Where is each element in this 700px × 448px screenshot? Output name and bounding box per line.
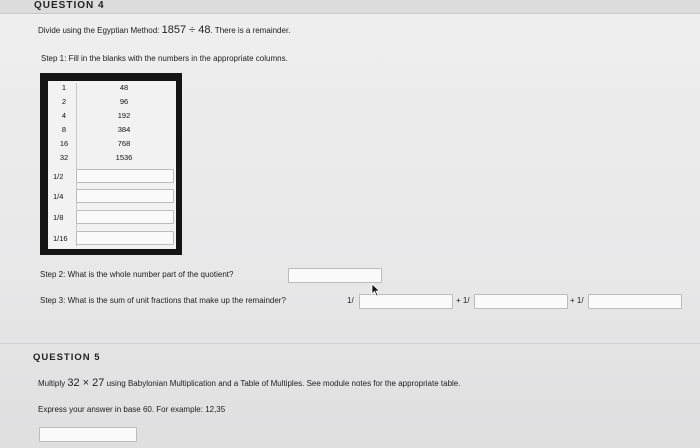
base-60-answer-input[interactable] (39, 427, 137, 442)
table-row-left-2: 2 (61, 97, 67, 106)
table-row-left-3: 4 (61, 111, 67, 120)
fraction-half-input[interactable] (76, 169, 174, 183)
table-row-left-1: 1 (61, 83, 67, 92)
question-5-instruction: Express your answer in base 60. For example: 12,35 (38, 405, 226, 414)
fraction-sixteenth-input[interactable] (76, 231, 174, 245)
table-row-right-3: 192 (117, 111, 131, 120)
section-divider (0, 343, 700, 344)
fraction-label-quarter: 1/4 (53, 192, 64, 201)
table-row-left-5: 16 (59, 139, 69, 148)
fraction-label-eighth: 1/8 (53, 213, 64, 222)
step-3-question: Step 3: What is the sum of unit fractions that make up the remainder? (40, 296, 286, 305)
fraction-label-sixteenth: 1/16 (53, 234, 68, 243)
unit-fraction-input-3[interactable] (588, 294, 682, 309)
mouse-cursor-icon (371, 283, 381, 297)
q5-prompt-pre: Multiply (38, 379, 66, 388)
plus-sign-1: + 1/ (456, 296, 470, 305)
question-4-title: QUESTION 4 (34, 0, 105, 11)
question-4-prompt (38, 24, 290, 36)
prompt-label: Divide using the Egyptian Method: (38, 26, 160, 35)
table-row-left-6: 32 (59, 153, 69, 162)
question-4-header (0, 0, 700, 14)
table-row-left-4: 8 (61, 125, 67, 134)
division-expression: 1857 ÷ 48 (161, 24, 211, 36)
whole-number-input[interactable] (288, 268, 382, 283)
table-row-right-1: 48 (119, 83, 129, 92)
step-1-instruction: Step 1: Fill in the blanks with the numbers in the appropriate columns. (41, 54, 288, 63)
table-row-right-4: 384 (117, 125, 131, 134)
unit-fraction-input-2[interactable] (474, 294, 568, 309)
table-row-right-5: 768 (117, 139, 131, 148)
plus-sign-2: + 1/ (570, 296, 584, 305)
step-2-question: Step 2: What is the whole number part of the quotient? (40, 270, 234, 279)
q5-prompt-post: using Babylonian Multiplication and a Table of Multiples. See module notes for the appropriate table. (106, 379, 461, 388)
prompt-tail: . There is a remainder. (210, 26, 291, 35)
question-5-title: QUESTION 5 (33, 352, 101, 363)
table-row-right-2: 96 (119, 97, 129, 106)
multiplication-expression: 32 × 27 (67, 377, 105, 389)
question-5-prompt (38, 377, 460, 389)
step-3-prefix: 1/ (347, 296, 354, 305)
fraction-quarter-input[interactable] (76, 189, 174, 203)
fraction-eighth-input[interactable] (76, 210, 174, 224)
egyptian-table (48, 81, 176, 249)
fraction-label-half: 1/2 (53, 172, 64, 181)
table-row-right-6: 1536 (115, 153, 133, 162)
